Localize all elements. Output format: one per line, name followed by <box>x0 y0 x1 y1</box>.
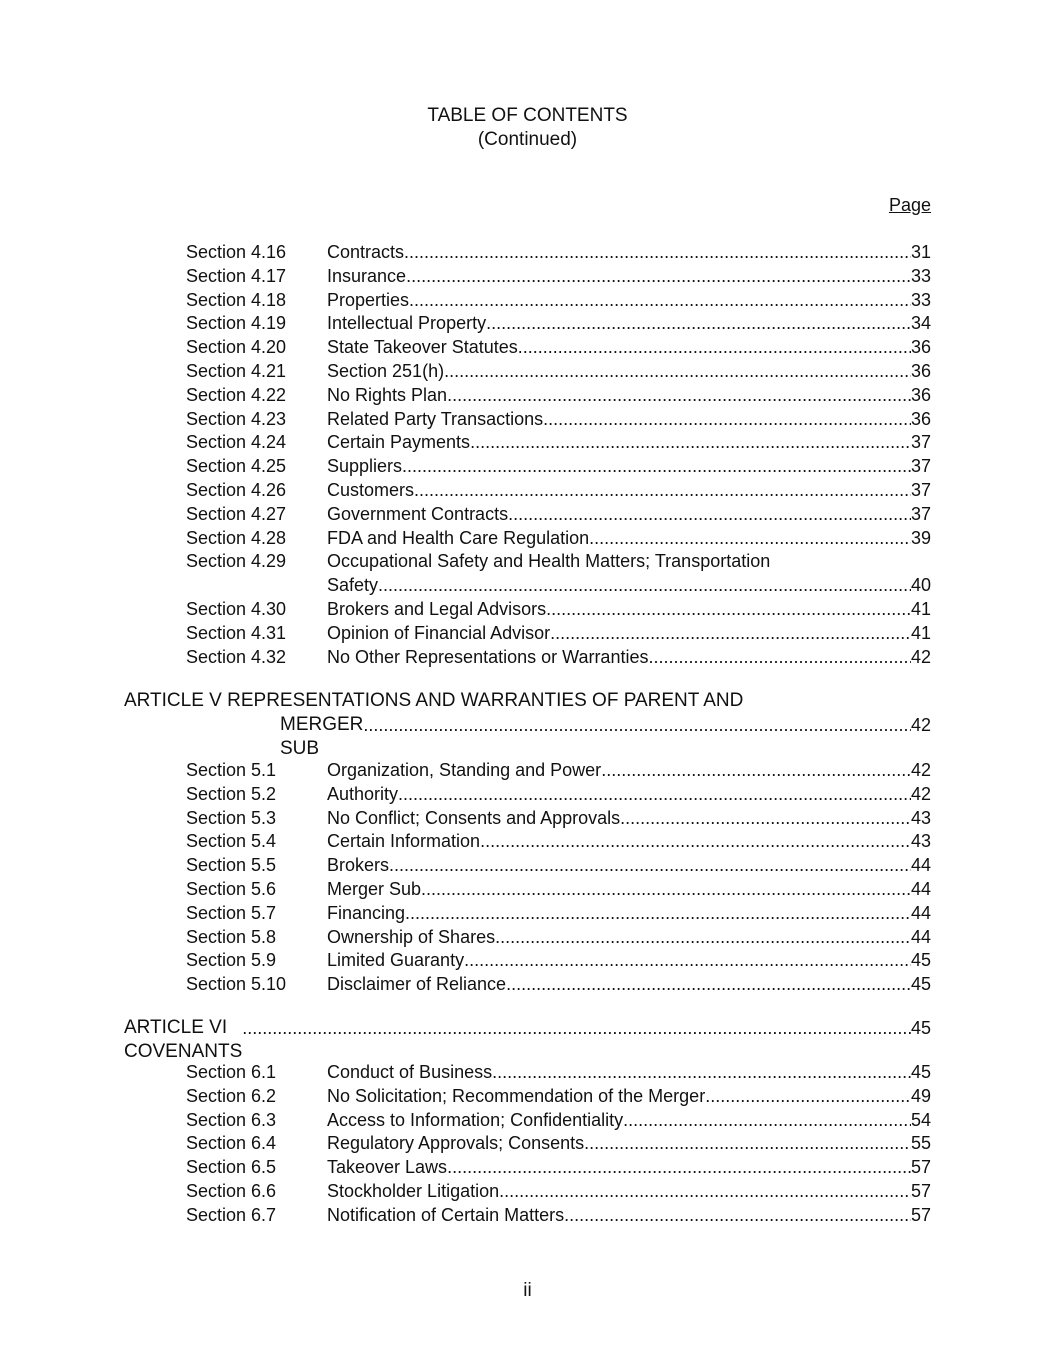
section-entry[interactable] <box>327 901 931 925</box>
toc-row <box>0 430 1055 454</box>
section-title: Occupational Safety and Health Matters; Transportation <box>327 551 771 572</box>
toc-row <box>0 478 1055 502</box>
toc-subtitle: (Continued) <box>477 129 578 150</box>
article-6-heading <box>0 1016 1055 1062</box>
page-number: 55 <box>910 1133 931 1154</box>
dot-leader <box>584 1131 911 1155</box>
section-number: Section 5.7 <box>186 902 277 923</box>
page-number: 36 <box>910 361 931 381</box>
toc-row <box>0 925 1055 949</box>
section-title: Properties <box>327 289 410 310</box>
section-entry[interactable] <box>327 1203 931 1227</box>
section-title: Government Contracts <box>327 503 509 524</box>
section-title: Takeover Laws <box>327 1157 448 1178</box>
section-title: Opinion of Financial Advisor <box>327 622 551 643</box>
page-number: 31 <box>910 242 931 262</box>
dot-leader <box>495 925 911 949</box>
section-entry[interactable] <box>327 335 931 359</box>
page-number: 54 <box>910 1109 931 1130</box>
toc-row <box>0 758 1055 782</box>
toc-row <box>0 549 1055 573</box>
toc-row <box>0 407 1055 431</box>
dot-leader <box>550 621 911 645</box>
footer-page-number: ii <box>523 1280 532 1301</box>
page-number: 45 <box>910 1062 931 1082</box>
page-number: 44 <box>910 879 931 899</box>
section-title: State Takeover Statutes <box>327 337 518 358</box>
section-number: Section 5.5 <box>186 855 277 876</box>
section-entry[interactable] <box>327 288 931 312</box>
section-entry[interactable] <box>327 972 931 996</box>
section-title: Disclaimer of Reliance <box>327 974 507 995</box>
page-number: 43 <box>910 831 931 852</box>
section-entry[interactable] <box>327 502 931 526</box>
page-number: 43 <box>910 807 931 828</box>
toc-row <box>0 597 1055 621</box>
section-entry[interactable] <box>327 1179 931 1203</box>
dot-leader <box>402 454 911 478</box>
section-entry[interactable] <box>327 829 931 853</box>
section-entry[interactable] <box>327 240 931 264</box>
section-entry[interactable] <box>327 1155 931 1179</box>
section-number: Section 5.8 <box>186 926 277 947</box>
section-title: Stockholder Litigation <box>327 1181 500 1201</box>
dot-leader <box>499 1179 911 1203</box>
section-title: Certain Payments <box>327 432 471 453</box>
dot-leader <box>518 335 911 359</box>
dot-leader <box>470 430 911 454</box>
toc-row <box>0 264 1055 288</box>
page-number: 42 <box>910 760 931 780</box>
section-entry[interactable] <box>327 454 931 478</box>
dot-leader <box>508 502 911 526</box>
section-title-cont: Safety <box>327 575 379 596</box>
dot-leader <box>464 948 911 972</box>
page-number: 57 <box>910 1204 931 1225</box>
page-number: 37 <box>910 503 931 524</box>
section-title: Related Party Transactions <box>327 408 544 429</box>
dot-leader <box>363 713 911 761</box>
page-number: 49 <box>910 1085 931 1106</box>
dot-leader <box>406 264 911 288</box>
toc-row <box>0 1155 1055 1179</box>
page-number: 36 <box>910 337 931 358</box>
page-number: 41 <box>910 622 931 643</box>
article-5-entry[interactable] <box>280 713 931 761</box>
section-title: Ownership of Shares <box>327 926 496 947</box>
toc-row <box>0 502 1055 526</box>
section-entry[interactable] <box>327 853 931 877</box>
section-number: Section 5.3 <box>186 807 277 828</box>
page-number: 44 <box>910 902 931 923</box>
section-title: Conduct of Business <box>327 1062 493 1082</box>
dot-leader <box>398 782 911 806</box>
section-entry[interactable] <box>327 1108 931 1132</box>
section-entry[interactable] <box>327 264 931 288</box>
section-title: No Solicitation; Recommendation of the Merger <box>327 1085 706 1106</box>
section-number: Section 5.4 <box>186 831 277 852</box>
section-number: Section 4.19 <box>186 313 287 334</box>
section-entry[interactable] <box>327 925 931 949</box>
dot-leader <box>378 573 911 597</box>
section-number: Section 6.7 <box>186 1204 277 1225</box>
section-number: Section 6.1 <box>186 1062 277 1082</box>
page-number: 44 <box>910 855 931 876</box>
section-title: Insurance <box>327 265 407 286</box>
article-6-title: ARTICLE VI COVENANTS <box>124 1017 243 1062</box>
section-number: Section 6.6 <box>186 1181 277 1201</box>
toc-row <box>0 782 1055 806</box>
toc-row <box>0 1131 1055 1155</box>
section-title: Certain Information <box>327 831 481 852</box>
section-entry[interactable] <box>327 948 931 972</box>
page-number: 41 <box>910 599 931 619</box>
toc-row <box>0 621 1055 645</box>
section-entry[interactable] <box>327 430 931 454</box>
section-number: Section 5.2 <box>186 783 277 804</box>
section-title: No Other Representations or Warranties <box>327 646 649 667</box>
page-number: 45 <box>910 950 931 971</box>
page-number: 36 <box>910 384 931 405</box>
toc-row <box>0 972 1055 996</box>
page-number: 42 <box>910 715 931 735</box>
dot-leader <box>705 1084 911 1108</box>
page-number: 44 <box>910 926 931 947</box>
page-number: 33 <box>910 289 931 310</box>
page-number: 34 <box>910 313 931 334</box>
section-number: Section 4.30 <box>186 599 287 619</box>
toc-title: TABLE OF CONTENTS <box>427 105 628 126</box>
toc-row <box>0 877 1055 901</box>
section-title: Notification of Certain Matters <box>327 1204 565 1225</box>
page-number: 37 <box>910 480 931 500</box>
toc-row <box>0 948 1055 972</box>
toc-row <box>0 240 1055 264</box>
page-number: 39 <box>910 527 931 548</box>
section-title: Financing <box>327 902 406 923</box>
dot-leader <box>546 597 911 621</box>
section-entry[interactable] <box>327 549 931 573</box>
toc-row <box>0 288 1055 312</box>
page-number: 33 <box>910 265 931 286</box>
dot-leader <box>480 829 911 853</box>
section-number: Section 4.21 <box>186 361 287 381</box>
section-number: Section 4.17 <box>186 265 287 286</box>
toc-row <box>0 335 1055 359</box>
toc-row <box>0 1179 1055 1203</box>
toc-row <box>0 454 1055 478</box>
page-number: 42 <box>910 783 931 804</box>
page-number: 57 <box>910 1181 931 1201</box>
dot-leader <box>506 972 911 996</box>
section-number: Section 4.20 <box>186 337 287 358</box>
dot-leader <box>648 645 911 669</box>
dot-leader <box>405 901 911 925</box>
page-number: 45 <box>910 974 931 995</box>
section-title: No Rights Plan <box>327 384 448 405</box>
section-title: Limited Guaranty <box>327 950 465 971</box>
dot-leader <box>421 877 911 901</box>
toc-row-continuation <box>0 573 1055 597</box>
page-number: 45 <box>910 1018 931 1038</box>
section-title: Section 251(h) <box>327 361 445 381</box>
article-5-heading <box>0 689 1055 713</box>
toc-row <box>0 311 1055 335</box>
toc-row <box>0 1060 1055 1084</box>
dot-leader <box>620 806 911 830</box>
section-title: FDA and Health Care Regulation <box>327 527 590 548</box>
section-number: Section 5.10 <box>186 974 287 995</box>
page-number: 42 <box>910 646 931 667</box>
section-title: Authority <box>327 783 399 804</box>
toc-row <box>0 1084 1055 1108</box>
toc-row <box>0 1108 1055 1132</box>
section-entry[interactable] <box>327 478 931 502</box>
section-number: Section 6.2 <box>186 1085 277 1106</box>
article-5-title-line1: ARTICLE V REPRESENTATIONS AND WARRANTIES OF PARENT AND <box>124 690 744 711</box>
section-title: Organization, Standing and Power <box>327 760 602 780</box>
page-number: 37 <box>910 432 931 453</box>
section-number: Section 6.4 <box>186 1133 277 1154</box>
toc-row <box>0 853 1055 877</box>
section-number: Section 4.32 <box>186 646 287 667</box>
section-entry[interactable] <box>327 407 931 431</box>
section-title: Merger Sub <box>327 879 422 899</box>
section-entry-cont[interactable] <box>327 573 931 597</box>
section-title: Customers <box>327 480 415 500</box>
article-5-heading-cont <box>0 713 1055 759</box>
page-number: 40 <box>910 575 931 596</box>
section-number: Section 4.27 <box>186 503 287 524</box>
page-number: 36 <box>910 408 931 429</box>
dot-leader <box>543 407 911 431</box>
section-entry[interactable] <box>327 877 931 901</box>
dot-leader <box>623 1108 911 1132</box>
toc-row <box>0 645 1055 669</box>
section-number: Section 4.22 <box>186 384 287 405</box>
section-number: Section 4.24 <box>186 432 287 453</box>
toc-row <box>0 526 1055 550</box>
section-entry[interactable] <box>327 1060 931 1084</box>
dot-leader <box>404 240 911 264</box>
section-entry[interactable] <box>327 1084 931 1108</box>
section-number: Section 5.9 <box>186 950 277 971</box>
section-entry[interactable] <box>327 383 931 407</box>
toc-row <box>0 359 1055 383</box>
dot-leader <box>447 383 911 407</box>
dot-leader <box>447 1155 911 1179</box>
section-number: Section 6.3 <box>186 1109 277 1130</box>
section-number: Section 6.5 <box>186 1157 277 1178</box>
page-column-label: Page <box>888 195 931 215</box>
dot-leader <box>242 1016 911 1064</box>
section-number: Section 4.26 <box>186 480 287 500</box>
section-number: Section 5.1 <box>186 760 277 780</box>
dot-leader <box>414 478 911 502</box>
section-title: Brokers <box>327 855 390 876</box>
section-entry[interactable] <box>327 1131 931 1155</box>
dot-leader <box>409 288 911 312</box>
dot-leader <box>389 853 911 877</box>
section-entry[interactable] <box>327 597 931 621</box>
dot-leader <box>492 1060 911 1084</box>
section-number: Section 5.6 <box>186 879 277 899</box>
section-number: Section 4.29 <box>186 551 287 572</box>
toc-row <box>0 829 1055 853</box>
section-title: Brokers and Legal Advisors <box>327 599 547 619</box>
section-entry[interactable] <box>327 806 931 830</box>
page-number: 57 <box>910 1157 931 1178</box>
article-6-entry[interactable] <box>124 1016 931 1064</box>
dot-leader <box>589 526 911 550</box>
dot-leader <box>564 1203 911 1227</box>
section-entry[interactable] <box>327 311 931 335</box>
dot-leader <box>444 359 911 383</box>
section-entry[interactable] <box>327 782 931 806</box>
section-number: Section 4.31 <box>186 622 287 643</box>
toc-row <box>0 806 1055 830</box>
section-title: Contracts <box>327 242 405 262</box>
toc-row <box>0 383 1055 407</box>
section-title: Regulatory Approvals; Consents <box>327 1133 585 1154</box>
dot-leader <box>486 311 911 335</box>
article-5-title-line2: MERGER SUB <box>280 714 364 759</box>
section-title: No Conflict; Consents and Approvals <box>327 807 621 828</box>
section-number: Section 4.28 <box>186 527 287 548</box>
section-entry[interactable] <box>327 526 931 550</box>
section-entry[interactable] <box>327 645 931 669</box>
toc-row <box>0 901 1055 925</box>
section-title: Access to Information; Confidentiality <box>327 1109 624 1130</box>
page-number: 37 <box>910 456 931 477</box>
section-entry[interactable] <box>327 621 931 645</box>
section-number: Section 4.23 <box>186 408 287 429</box>
section-entry[interactable] <box>327 359 931 383</box>
section-entry[interactable] <box>327 758 931 782</box>
dot-leader <box>601 758 911 782</box>
section-number: Section 4.18 <box>186 289 287 310</box>
section-title: Intellectual Property <box>327 313 487 334</box>
section-number: Section 4.16 <box>186 242 287 262</box>
toc-row <box>0 1203 1055 1227</box>
section-title: Suppliers <box>327 456 403 477</box>
section-number: Section 4.25 <box>186 456 287 477</box>
